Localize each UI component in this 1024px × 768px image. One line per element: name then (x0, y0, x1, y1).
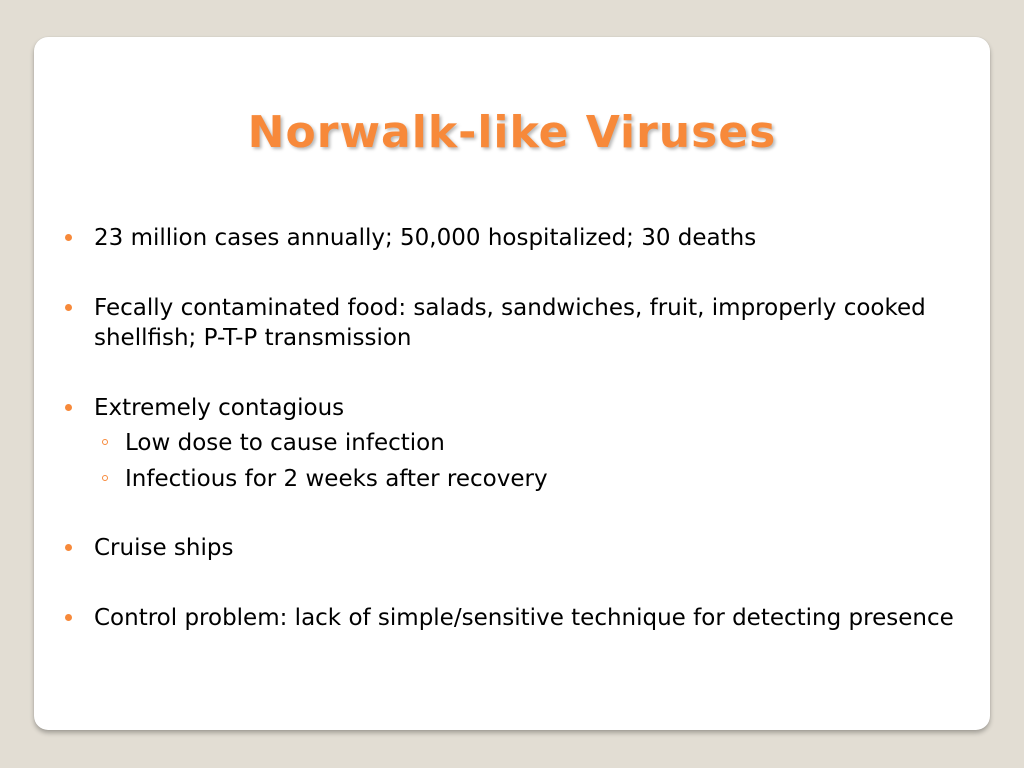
bullet-item-transmission: Fecally contaminated food: salads, sandwiches, fruit, improperly cooked shellfish; P-T-P transmission (94, 295, 926, 351)
bullet-item-control-problem: Control problem: lack of simple/sensitive technique for detecting presence (94, 605, 954, 631)
bullet-marker-icon (65, 544, 72, 551)
sub-bullet-marker-icon (102, 475, 108, 481)
bullet-item-cases: 23 million cases annually; 50,000 hospitalized; 30 deaths (94, 225, 757, 251)
bullet-item-contagious: Extremely contagious (94, 395, 345, 421)
slide-panel (34, 37, 990, 730)
bullet-item-cruise-ships: Cruise ships (94, 535, 234, 561)
sub-bullet-item-infectious: Infectious for 2 weeks after recovery (125, 466, 548, 492)
bullet-list (34, 37, 990, 730)
sub-bullet-item-low-dose: Low dose to cause infection (125, 430, 445, 456)
bullet-marker-icon (65, 404, 72, 411)
slide-title: Norwalk-like Viruses (247, 107, 777, 158)
bullet-marker-icon (65, 234, 72, 241)
bullet-marker-icon (65, 304, 72, 311)
sub-bullet-marker-icon (102, 439, 108, 445)
bullet-marker-icon (65, 614, 72, 621)
